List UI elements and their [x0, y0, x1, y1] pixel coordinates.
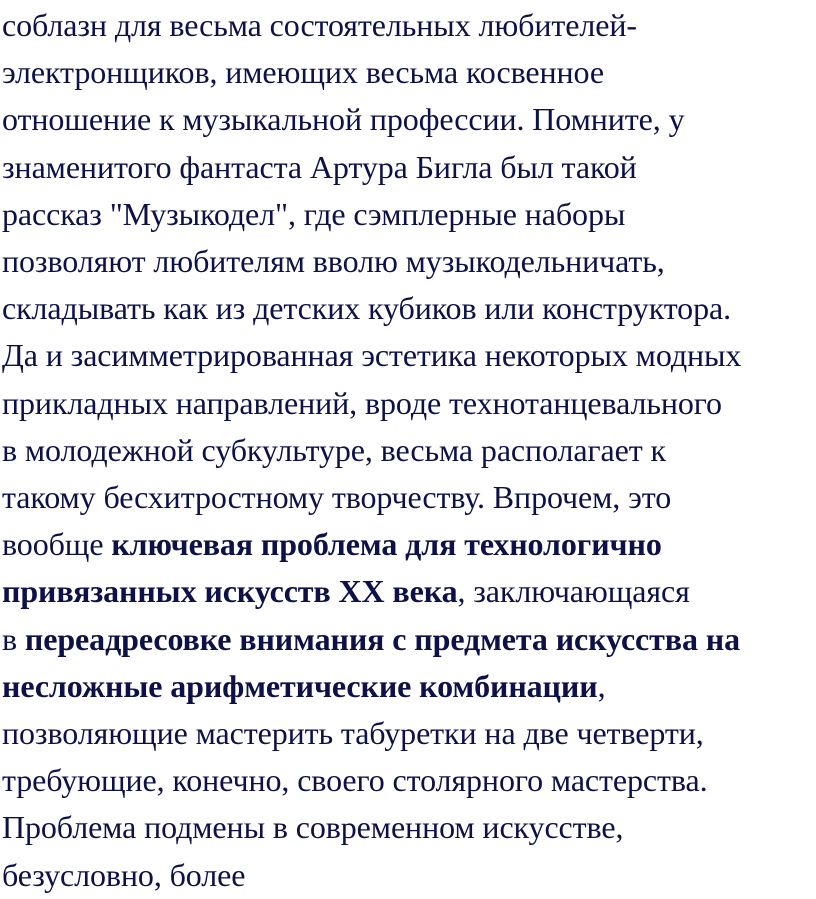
bold-text-segment: ключевая проблема для технологично: [111, 526, 662, 563]
text-segment: безусловно, более: [2, 856, 246, 893]
text-line: [2, 49, 816, 96]
text-line: [2, 332, 816, 379]
bold-text-segment: привязанных искусств XX века: [2, 573, 458, 610]
text-line: [2, 191, 816, 238]
text-line: [2, 380, 816, 427]
text-segment: позволяющие мастерить табуретки на две четверти,: [2, 715, 704, 752]
text-segment: Проблема подмены в современном искусстве,: [2, 809, 624, 846]
text-segment: , заключающаяся: [457, 573, 690, 610]
text-line: [2, 144, 816, 191]
text-segment: прикладных направлений, вроде технотанцевального: [2, 384, 722, 421]
text-line: [2, 616, 816, 663]
text-segment: позволяют любителям вволю музыкодельничать,: [2, 243, 665, 280]
text-line: [2, 757, 816, 804]
text-segment: в: [2, 620, 25, 657]
text-line: [2, 2, 816, 49]
text-segment: в молодежной субкультуре, весьма располагает к: [2, 431, 666, 468]
text-line: [2, 96, 816, 143]
text-segment: отношение к музыкальной профессии. Помните, у: [2, 101, 685, 138]
text-line: [2, 238, 816, 285]
text-segment: требующие, конечно, своего столярного мастерства.: [2, 762, 708, 799]
text-line: [2, 663, 816, 710]
text-segment: соблазн для весьма состоятельных любителей-: [2, 7, 637, 43]
text-segment: знаменитого фантаста Артура Бигла был такой: [2, 148, 637, 185]
text-segment: Да и засимметрированная эстетика некоторых модных: [2, 337, 742, 374]
text-segment: складывать как из детских кубиков или конструктора.: [2, 290, 731, 327]
text-line: [2, 804, 816, 851]
text-segment: электронщиков, имеющих весьма косвенное: [2, 54, 604, 91]
bold-text-segment: переадресовке внимания с предмета искусства на: [24, 620, 740, 657]
text-segment: вообще: [2, 526, 112, 563]
text-line: [2, 852, 816, 899]
text-segment: рассказ "Музыкодел", где сэмплерные наборы: [2, 195, 626, 232]
text-line: [2, 521, 816, 568]
text-line: [2, 285, 816, 332]
text-line: [2, 568, 816, 615]
text-line: [2, 427, 816, 474]
text-segment: ,: [597, 667, 606, 704]
text-segment: такому бесхитростному творчеству. Впрочем, это: [2, 479, 672, 516]
text-line: [2, 474, 816, 521]
document-text-body: [2, 2, 816, 899]
bold-text-segment: несложные арифметические комбинации: [2, 667, 598, 704]
text-line: [2, 710, 816, 757]
